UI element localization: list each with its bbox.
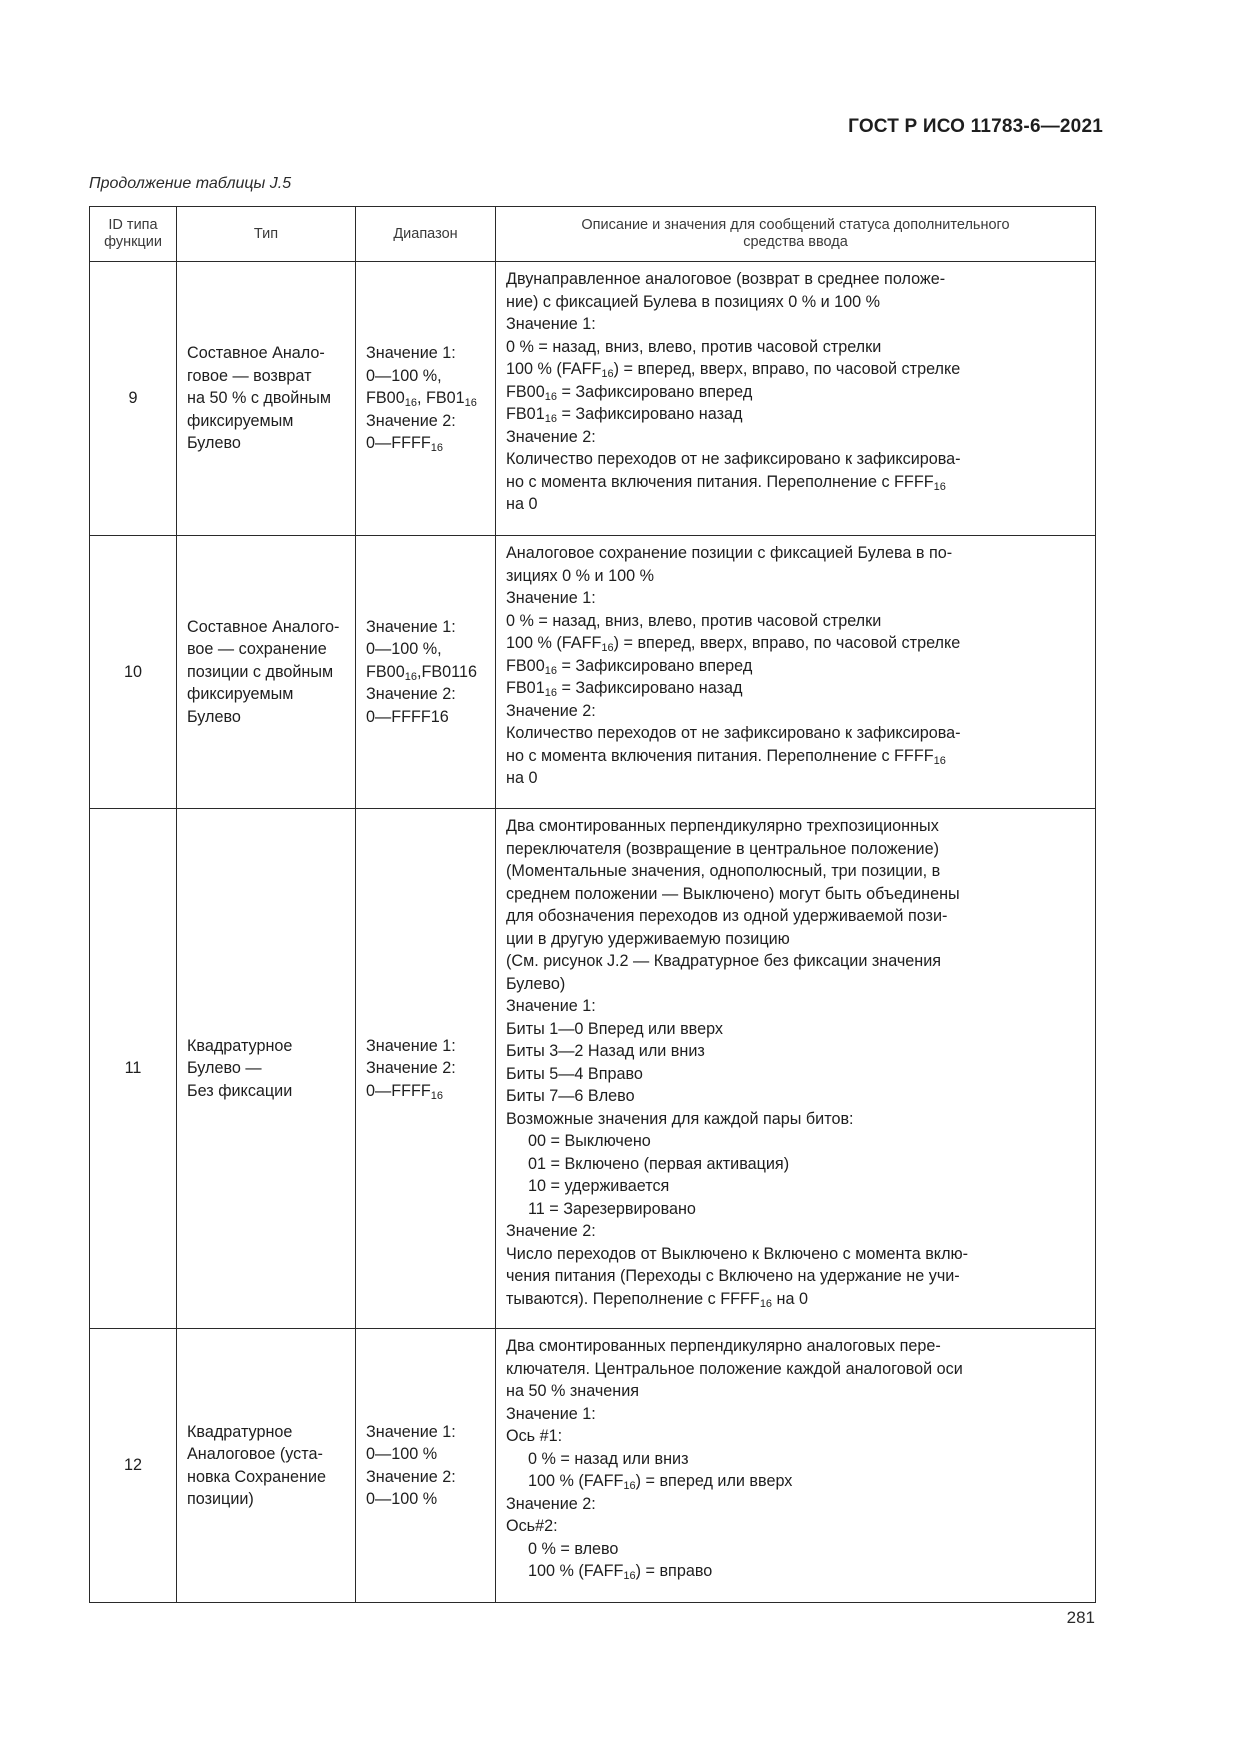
- description-line: Биты 7—6 Влево: [506, 1087, 635, 1105]
- type-line: Булево: [187, 707, 241, 726]
- description-line: для обозначения переходов из одной удерживаемой пози-: [506, 907, 948, 925]
- cell-type: [177, 1329, 356, 1603]
- cell-description: [496, 1329, 1096, 1603]
- type-line: говое — возврат: [187, 366, 312, 385]
- range-line: Значение 2:: [366, 685, 456, 704]
- description-line: ключателя. Центральное положение каждой аналоговой оси: [506, 1359, 963, 1378]
- description-line: $FB00_{16}$ = Зафиксировано вперед: [506, 382, 753, 403]
- description-line: Количество переходов от не зафиксировано к зафиксирова-: [506, 450, 961, 468]
- table-continuation-caption: Продолжение таблицы J.5: [89, 175, 292, 192]
- description-line: Значение 2:: [506, 1222, 596, 1240]
- description-line: Ось#2:: [506, 1517, 558, 1535]
- description-line: Значение 2:: [506, 701, 596, 720]
- table-row: [90, 1329, 1096, 1603]
- type-line: Квадратурное: [187, 1036, 293, 1055]
- table-row: [90, 262, 1096, 536]
- type-line: Аналоговое (уста-: [187, 1445, 323, 1463]
- description-line: ние) с фиксацией Булева в позициях 0 % и 100 %: [506, 292, 881, 311]
- description-line: $FB01_{16}$ = Зафиксировано назад: [506, 679, 743, 699]
- type-line: фиксируемым: [187, 411, 294, 430]
- description-line: 0 % = назад или вниз: [528, 1449, 689, 1468]
- type-line: позиции): [187, 1490, 254, 1508]
- header-type: Тип: [177, 207, 356, 262]
- description-line: Возможные значения для каждой пары битов:: [506, 1109, 854, 1128]
- description-line: 100 % $(FAFF_{16})$ = вправо: [528, 1562, 713, 1582]
- description-line: Значение 1:: [506, 589, 596, 607]
- cell-range: [356, 262, 496, 536]
- range-line: Значение 2:: [366, 1059, 456, 1078]
- description-line: Двунаправленное аналоговое (возврат в среднее положе-: [506, 270, 946, 288]
- header-description: Описание и значения для сообщений статуса дополнительного средства ввода: [496, 207, 1096, 262]
- description-line: 0 % = влево: [528, 1539, 619, 1558]
- range-line: $FB00_{16}$, $FB01_{16}$: [366, 389, 477, 410]
- cell-type: [177, 262, 356, 536]
- description-line: 100 % $(FAFF_{16})$ = вперед, вверх, вправо, по часовой стрелке: [506, 360, 961, 380]
- range-line: Значение 2:: [366, 1467, 456, 1486]
- description-line: Число переходов от Выключено к Включено с момента вклю-: [506, 1244, 969, 1263]
- description-line: Два смонтированных перпендикулярно трехпозиционных: [506, 817, 939, 835]
- description-line: на 50 % значения: [506, 1382, 640, 1400]
- range-line: 0—100 %,: [366, 366, 442, 385]
- description-line: Значение 2:: [506, 1494, 596, 1513]
- header-range: Диапазон: [356, 207, 496, 262]
- description-line: чения питания (Переходы с Включено на удержание не учи-: [506, 1267, 960, 1285]
- cell-function-id: 12: [90, 1329, 177, 1603]
- cell-description: [496, 536, 1096, 809]
- type-line: новка Сохранение: [187, 1467, 327, 1486]
- cell-type: [177, 536, 356, 809]
- range-line: $0—FFFF_{16}$: [366, 434, 443, 455]
- description-line: Два смонтированных перпендикулярно аналоговых пере-: [506, 1337, 941, 1355]
- description-line: Биты 5—4 Вправо: [506, 1064, 643, 1083]
- description-line: переключателя (возвращение в центральное положение): [506, 839, 939, 858]
- description-line: но с момента включения питания. Переполнение с $FFFF_{16}$: [506, 472, 946, 493]
- description-line: Значение 1:: [506, 315, 596, 333]
- table-row: [90, 809, 1096, 1329]
- description-line: 0 % = назад, вниз, влево, против часовой стрелки: [506, 337, 882, 356]
- range-line: Значение 1:: [366, 1422, 456, 1441]
- type-line: на 50 % с двойным: [187, 389, 332, 408]
- range-line: $FB00_{16},FB0116$: [366, 662, 477, 683]
- description-line: Биты 1—0 Вперед или вверх: [506, 1019, 724, 1038]
- description-line: Значение 1:: [506, 997, 596, 1015]
- description-line: 100 % $(FAFF_{16})$ = вперед, вверх, вправо, по часовой стрелке: [506, 634, 961, 654]
- cell-type: [177, 809, 356, 1329]
- range-line: $0—FFFF_{16}$: [366, 1081, 443, 1102]
- table-header-row: [90, 207, 1096, 262]
- description-line: 0 % = назад, вниз, влево, против часовой стрелки: [506, 611, 882, 630]
- description-line: 11 = Зарезервировано: [528, 1199, 696, 1218]
- type-line: Составное Аналого-: [187, 617, 340, 636]
- range-line: 0—100 %,: [366, 640, 442, 659]
- cell-function-id: 11: [90, 809, 177, 1329]
- description-line: Количество переходов от не зафиксировано к зафиксирова-: [506, 724, 961, 742]
- description-line: (Моментальные значения, однополюсный, три позиции, в: [506, 862, 941, 880]
- description-line: на 0: [506, 495, 538, 513]
- type-line: позиции с двойным: [187, 662, 334, 681]
- cell-function-id: 9: [90, 262, 177, 536]
- range-line: Значение 1:: [366, 617, 456, 636]
- type-line: фиксируемым: [187, 685, 294, 704]
- range-line: 0—100 %: [366, 1490, 438, 1508]
- description-line: зициях 0 % и 100 %: [506, 566, 654, 585]
- description-line: Значение 2:: [506, 427, 596, 446]
- description-line: на 0: [506, 769, 538, 787]
- cell-description: [496, 809, 1096, 1329]
- header-id: ID типа функции: [90, 207, 177, 262]
- range-line: Значение 1:: [366, 1036, 456, 1055]
- range-line: 0—FFFF16: [366, 707, 449, 726]
- range-line: 0—100 %: [366, 1445, 438, 1463]
- cell-range: [356, 1329, 496, 1603]
- description-line: $FB00_{16}$ = Зафиксировано вперед: [506, 656, 753, 677]
- type-line: Булево: [187, 434, 241, 453]
- range-line: Значение 2:: [366, 411, 456, 430]
- description-line: $FB01_{16}$ = Зафиксировано назад: [506, 405, 743, 425]
- cell-function-id: 10: [90, 536, 177, 809]
- cell-description: [496, 262, 1096, 536]
- page-number: 281: [1066, 1608, 1095, 1627]
- description-line: Аналоговое сохранение позиции с фиксацией Булева в по-: [506, 544, 953, 562]
- type-line: Квадратурное: [187, 1422, 293, 1441]
- type-line: Составное Анало-: [187, 344, 325, 363]
- description-line: Булево): [506, 974, 566, 993]
- description-line: 01 = Включено (первая активация): [528, 1154, 790, 1173]
- description-line: 100 % $(FAFF_{16})$ = вперед или вверх: [528, 1472, 793, 1492]
- function-type-table: [89, 206, 1096, 1603]
- description-line: ции в другую удерживаемую позицию: [506, 929, 790, 948]
- description-line: 10 = удерживается: [528, 1177, 670, 1195]
- cell-range: [356, 536, 496, 809]
- description-line: (См. рисунок J.2 — Квадратурное без фиксации значения: [506, 952, 942, 970]
- table-row: [90, 536, 1096, 809]
- description-line: среднем положении — Выключено) могут быть объединены: [506, 884, 960, 903]
- type-line: вое — сохранение: [187, 640, 327, 659]
- description-line: но с момента включения питания. Переполнение с $FFFF_{16}$: [506, 746, 946, 767]
- range-line: Значение 1:: [366, 344, 456, 363]
- description-line: 00 = Выключено: [528, 1132, 651, 1150]
- type-line: Без фиксации: [187, 1081, 293, 1100]
- cell-range: [356, 809, 496, 1329]
- type-line: Булево —: [187, 1059, 262, 1078]
- description-line: Значение 1:: [506, 1404, 596, 1423]
- description-line: тываются). Переполнение с $FFFF_{16}$ на 0: [506, 1289, 809, 1310]
- description-line: Ось #1:: [506, 1427, 563, 1445]
- document-standard-code: ГОСТ Р ИСО 11783-6—2021: [848, 116, 1103, 137]
- description-line: Биты 3—2 Назад или вниз: [506, 1042, 705, 1060]
